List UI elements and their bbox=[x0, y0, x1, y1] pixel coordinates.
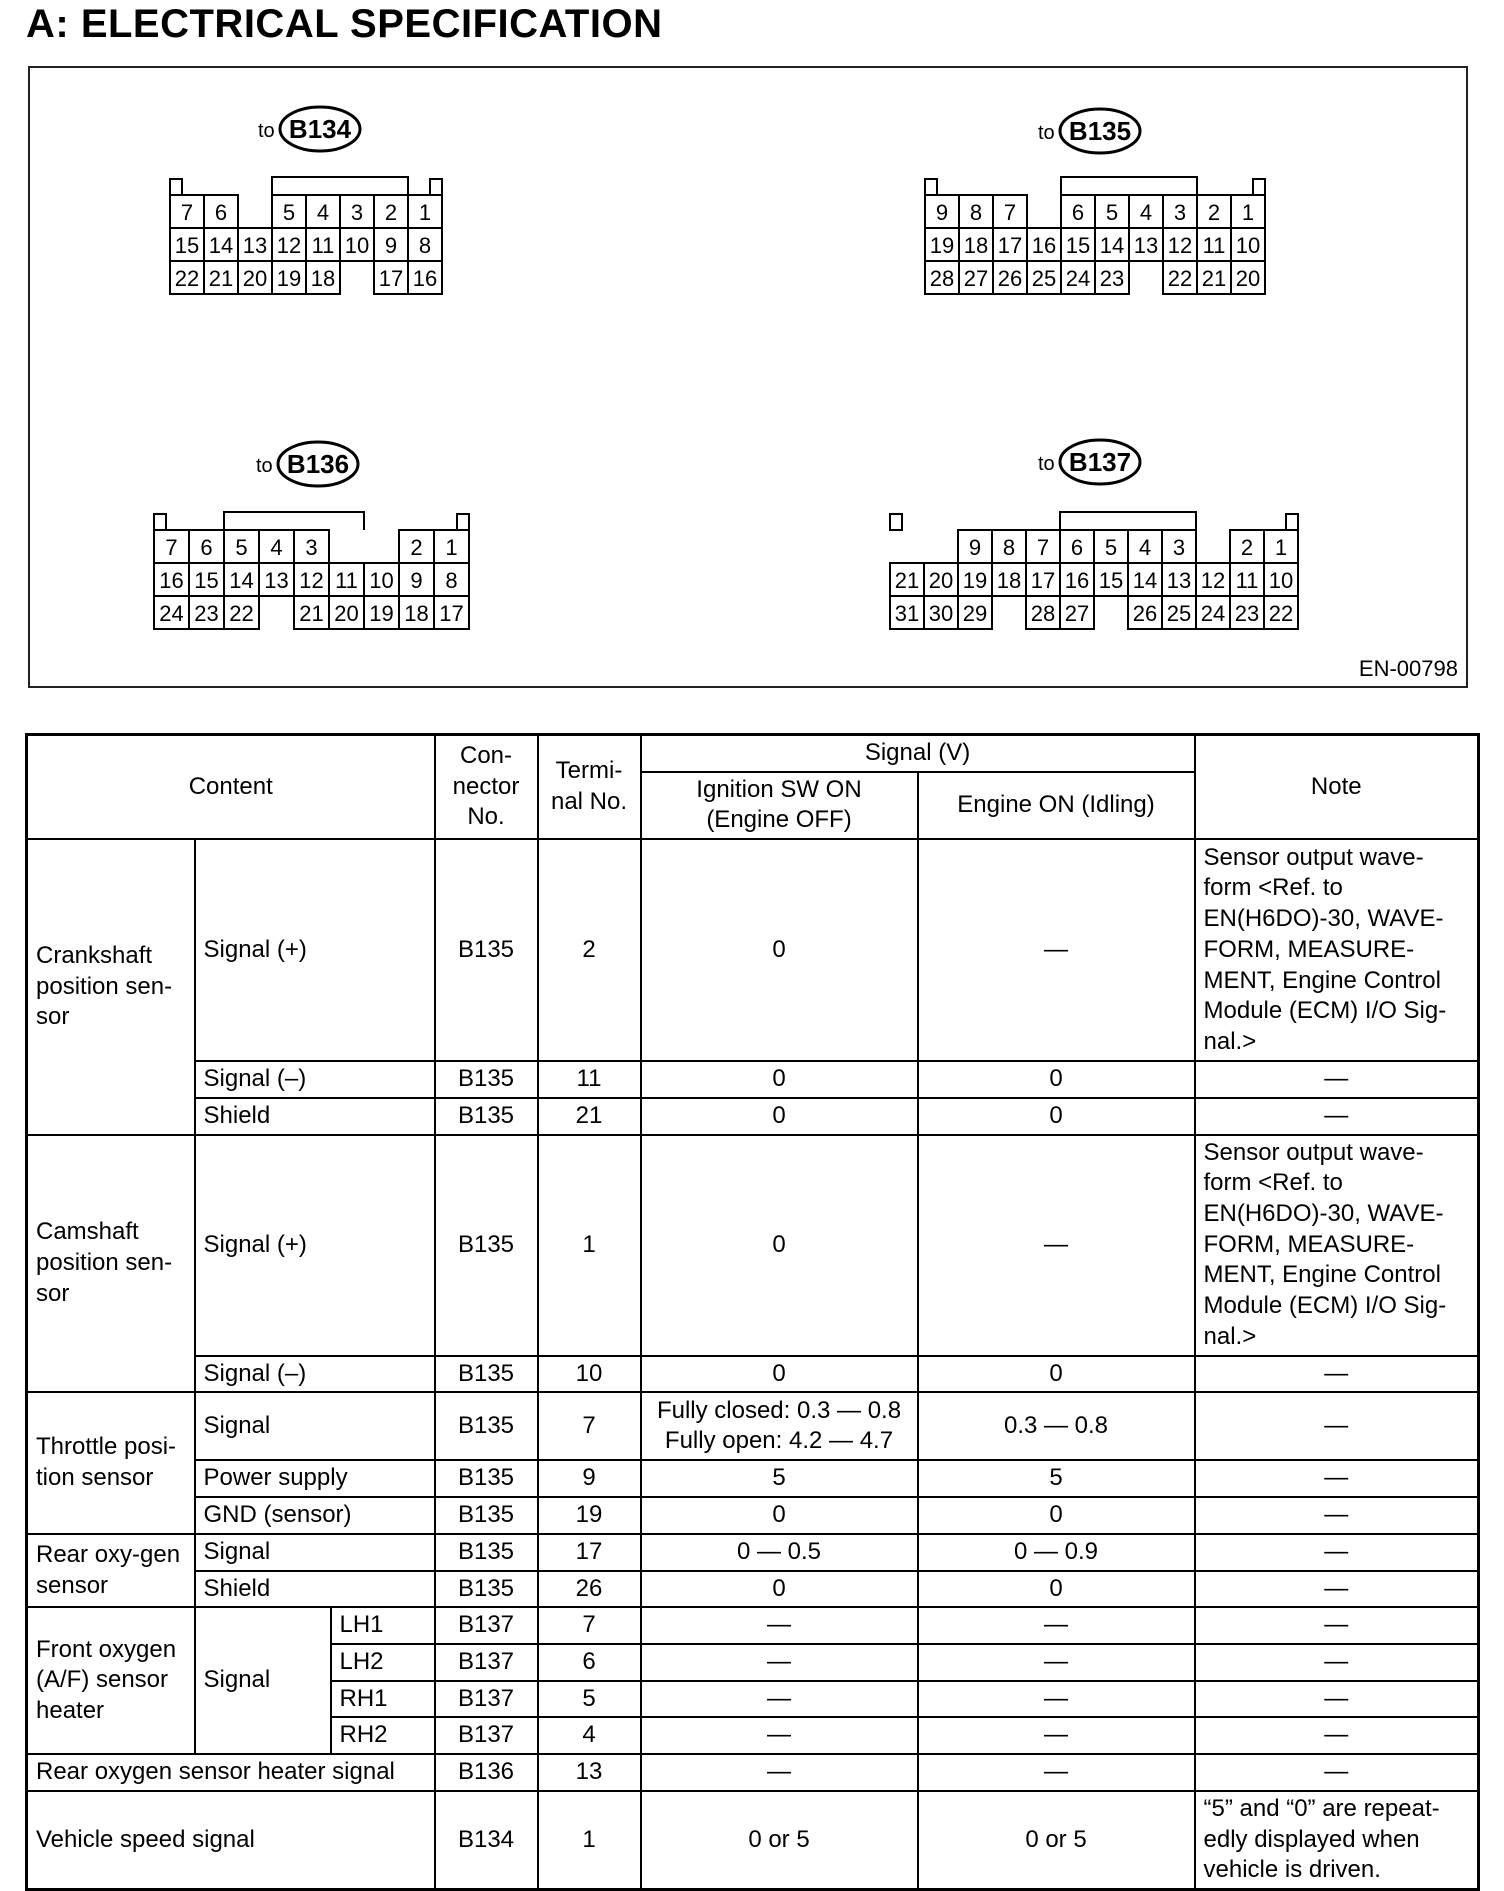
table-row bbox=[27, 1392, 1479, 1460]
pin-number: 18 bbox=[310, 266, 336, 291]
pin-number: 5 bbox=[235, 535, 248, 560]
pin-number: 31 bbox=[894, 601, 920, 626]
connector-to-label: to bbox=[258, 120, 275, 142]
terminal-cell: 7 bbox=[538, 1392, 641, 1460]
terminal-cell: 21 bbox=[538, 1098, 641, 1135]
ignition-cell: 0 bbox=[641, 1497, 918, 1534]
engine-cell: — bbox=[918, 1717, 1195, 1754]
connector-cell: B135 bbox=[435, 1460, 538, 1497]
terminal-cell: 2 bbox=[538, 839, 641, 1061]
pin-number: 8 bbox=[969, 200, 983, 225]
pin-number: 13 bbox=[1133, 233, 1159, 258]
terminal-cell: 6 bbox=[538, 1644, 641, 1681]
note-cell: — bbox=[1195, 1607, 1479, 1644]
group-rear-oxygen: Rear oxy-gen sensor bbox=[27, 1534, 195, 1607]
pin-number: 19 bbox=[929, 233, 955, 258]
terminal-cell: 11 bbox=[538, 1061, 641, 1098]
connector-to-label: to bbox=[1038, 122, 1055, 144]
group-front-oxygen: Front oxygen (A/F) sensor heater bbox=[27, 1607, 195, 1754]
connector-tab bbox=[1286, 514, 1298, 530]
terminal-cell: 19 bbox=[538, 1497, 641, 1534]
note-cell: — bbox=[1195, 1497, 1479, 1534]
connector-cell: B135 bbox=[435, 1571, 538, 1608]
pin-number: 5 bbox=[1104, 535, 1118, 560]
pin-number: 28 bbox=[1030, 601, 1056, 626]
item-cell: RH2 bbox=[331, 1717, 435, 1754]
connector-cell: B135 bbox=[435, 1497, 538, 1534]
engine-cell: 0 bbox=[918, 1571, 1195, 1608]
pin-number: 17 bbox=[378, 266, 404, 291]
front-oxygen-signal: Signal bbox=[195, 1607, 331, 1754]
pin-number: 21 bbox=[894, 568, 920, 593]
pin-number: 8 bbox=[418, 233, 432, 258]
pin-number: 6 bbox=[1070, 535, 1084, 560]
pin-number: 23 bbox=[194, 601, 219, 626]
pin-number: 10 bbox=[369, 568, 394, 593]
engine-cell: 0 — 0.9 bbox=[918, 1534, 1195, 1571]
table-row bbox=[27, 1098, 1479, 1135]
pin-number: 27 bbox=[963, 266, 989, 291]
pin-number: 2 bbox=[1207, 200, 1221, 225]
connector-latch bbox=[1061, 177, 1197, 195]
terminal-cell: 13 bbox=[538, 1754, 641, 1791]
engine-cell: — bbox=[918, 1607, 1195, 1644]
note-cell: Sensor output wave-form <Ref. to EN(H6DO)-30, WAVE-FORM, MEASURE-MENT, Engine Control Module (ECM) I/O Sig-nal.> bbox=[1195, 839, 1479, 1061]
connector-latch bbox=[272, 177, 408, 195]
item-cell: RH1 bbox=[331, 1681, 435, 1718]
connector-id: B135 bbox=[1068, 116, 1132, 146]
note-cell: — bbox=[1195, 1356, 1479, 1393]
group-crankshaft: Crankshaft position sen-sor bbox=[27, 839, 195, 1134]
pin-number: 25 bbox=[1166, 601, 1192, 626]
pin-number: 22 bbox=[1268, 601, 1294, 626]
pin-number: 4 bbox=[1139, 200, 1153, 225]
item-cell: GND (sensor) bbox=[195, 1497, 435, 1534]
group-camshaft: Camshaft position sen-sor bbox=[27, 1135, 195, 1393]
pin-number: 1 bbox=[445, 535, 458, 560]
engine-cell: — bbox=[918, 839, 1195, 1061]
pin-number: 6 bbox=[200, 535, 213, 560]
header-content: Content bbox=[27, 735, 435, 840]
pin-number: 10 bbox=[1268, 568, 1294, 593]
connector-cell: B134 bbox=[435, 1791, 538, 1890]
pin-number: 20 bbox=[928, 568, 954, 593]
terminal-cell: 4 bbox=[538, 1717, 641, 1754]
pin-number: 1 bbox=[1241, 200, 1255, 225]
connector-b137 bbox=[890, 440, 1298, 629]
connector-tab bbox=[170, 179, 182, 195]
pin-number: 2 bbox=[384, 200, 398, 225]
connector-cell: B137 bbox=[435, 1717, 538, 1754]
pin-number: 11 bbox=[1202, 233, 1226, 258]
ignition-cell: 0 bbox=[641, 1098, 918, 1135]
note-cell: Sensor output wave-form <Ref. to EN(H6DO)-30, WAVE-FORM, MEASURE-MENT, Engine Control Module (ECM) I/O Sig-nal.> bbox=[1195, 1135, 1479, 1356]
pin-number: 25 bbox=[1031, 266, 1057, 291]
page-title: A: ELECTRICAL SPECIFICATION bbox=[26, 2, 663, 46]
pin-number: 23 bbox=[1099, 266, 1125, 291]
terminal-cell: 9 bbox=[538, 1460, 641, 1497]
note-cell: — bbox=[1195, 1098, 1479, 1135]
group-throttle: Throttle posi-tion sensor bbox=[27, 1392, 195, 1533]
pin-number: 8 bbox=[1002, 535, 1016, 560]
ignition-cell: — bbox=[641, 1607, 918, 1644]
pin-number: 20 bbox=[1235, 266, 1261, 291]
pin-number: 22 bbox=[229, 601, 254, 626]
pin-number: 14 bbox=[1099, 233, 1125, 258]
terminal-cell: 10 bbox=[538, 1356, 641, 1393]
note-cell: — bbox=[1195, 1392, 1479, 1460]
table-row bbox=[27, 1497, 1479, 1534]
pin-number: 20 bbox=[242, 266, 268, 291]
item-cell: Signal (+) bbox=[195, 1135, 435, 1356]
pin-number: 7 bbox=[165, 535, 178, 560]
note-cell: — bbox=[1195, 1534, 1479, 1571]
pin-number: 15 bbox=[194, 568, 219, 593]
pin-number: 15 bbox=[1065, 233, 1091, 258]
note-cell: — bbox=[1195, 1644, 1479, 1681]
engine-cell: 0 bbox=[918, 1098, 1195, 1135]
ignition-cell: — bbox=[641, 1681, 918, 1718]
note-cell: — bbox=[1195, 1754, 1479, 1791]
pin-number: 4 bbox=[316, 200, 330, 225]
pin-number: 22 bbox=[174, 266, 200, 291]
ignition-cell: — bbox=[641, 1644, 918, 1681]
pin-number: 19 bbox=[962, 568, 988, 593]
pin-number: 22 bbox=[1167, 266, 1193, 291]
pin-number: 23 bbox=[1234, 601, 1260, 626]
pin-number: 26 bbox=[1132, 601, 1158, 626]
connector-cell: B135 bbox=[435, 1356, 538, 1393]
connector-id: B136 bbox=[286, 449, 350, 479]
table-row bbox=[27, 1571, 1479, 1608]
pin-number: 7 bbox=[1036, 535, 1050, 560]
connector-cell: B135 bbox=[435, 1534, 538, 1571]
engine-cell: 0 bbox=[918, 1497, 1195, 1534]
pin-number: 3 bbox=[1173, 200, 1187, 225]
engine-cell: 0 or 5 bbox=[918, 1791, 1195, 1890]
connector-tab bbox=[890, 514, 902, 530]
connector-id: B134 bbox=[288, 114, 352, 144]
pin-number: 6 bbox=[214, 200, 228, 225]
pin-number: 3 bbox=[350, 200, 364, 225]
table-row bbox=[27, 1754, 1479, 1791]
connector-to-label: to bbox=[256, 455, 273, 477]
item-cell: Signal bbox=[195, 1534, 435, 1571]
pin-number: 12 bbox=[276, 233, 302, 258]
connector-cell: B135 bbox=[435, 1135, 538, 1356]
table-row bbox=[27, 839, 1479, 1061]
note-cell: — bbox=[1195, 1717, 1479, 1754]
connector-diagram bbox=[28, 66, 1468, 688]
connector-b135 bbox=[925, 109, 1265, 294]
connector-tab bbox=[1253, 179, 1265, 195]
connector-tab bbox=[430, 179, 442, 195]
pin-number: 9 bbox=[384, 233, 398, 258]
pin-number: 21 bbox=[208, 266, 234, 291]
connector-latch bbox=[1060, 512, 1196, 530]
connector-latch bbox=[224, 512, 364, 530]
item-cell: Signal bbox=[195, 1392, 435, 1460]
pin-number: 12 bbox=[1167, 233, 1193, 258]
ignition-cell: Fully closed: 0.3 — 0.8 Fully open: 4.2 — 4.7 bbox=[641, 1392, 918, 1460]
pin-number: 16 bbox=[412, 266, 438, 291]
terminal-cell: 17 bbox=[538, 1534, 641, 1571]
pin-number: 15 bbox=[174, 233, 200, 258]
connector-cell: B135 bbox=[435, 1392, 538, 1460]
item-cell: Shield bbox=[195, 1098, 435, 1135]
pin-number: 10 bbox=[1235, 233, 1261, 258]
pin-number: 20 bbox=[334, 601, 359, 626]
pin-number: 18 bbox=[404, 601, 429, 626]
pin-number: 15 bbox=[1098, 568, 1124, 593]
table-row bbox=[27, 1061, 1479, 1098]
pin-number: 24 bbox=[1065, 266, 1091, 291]
pin-number: 13 bbox=[1166, 568, 1192, 593]
table-row bbox=[27, 1460, 1479, 1497]
terminal-cell: 7 bbox=[538, 1607, 641, 1644]
note-cell: — bbox=[1195, 1571, 1479, 1608]
ignition-cell: 0 or 5 bbox=[641, 1791, 918, 1890]
terminal-cell: 5 bbox=[538, 1681, 641, 1718]
connector-id: B137 bbox=[1068, 447, 1132, 477]
group-rear-heater: Rear oxygen sensor heater signal bbox=[27, 1754, 435, 1791]
pin-number: 2 bbox=[1240, 535, 1254, 560]
note-cell: — bbox=[1195, 1061, 1479, 1098]
note-cell: — bbox=[1195, 1681, 1479, 1718]
table-row bbox=[27, 1607, 1479, 1644]
pin-number: 19 bbox=[369, 601, 394, 626]
pin-number: 21 bbox=[299, 601, 324, 626]
pin-number: 5 bbox=[282, 200, 296, 225]
engine-cell: — bbox=[918, 1754, 1195, 1791]
pin-number: 12 bbox=[299, 568, 324, 593]
header-terminal-no: Termi- nal No. bbox=[538, 735, 641, 840]
connector-cell: B135 bbox=[435, 1061, 538, 1098]
connector-tab bbox=[154, 514, 166, 530]
pin-number: 24 bbox=[1200, 601, 1226, 626]
pin-number: 4 bbox=[1138, 535, 1152, 560]
ignition-cell: 0 bbox=[641, 839, 918, 1061]
pin-number: 13 bbox=[264, 568, 289, 593]
table-row bbox=[27, 1534, 1479, 1571]
pin-number: 4 bbox=[270, 535, 283, 560]
pin-number: 18 bbox=[996, 568, 1022, 593]
pin-number: 1 bbox=[1274, 535, 1288, 560]
engine-cell: — bbox=[918, 1135, 1195, 1356]
ignition-cell: 0 bbox=[641, 1135, 918, 1356]
item-cell: Signal (+) bbox=[195, 839, 435, 1061]
pin-number: 10 bbox=[344, 233, 370, 258]
pin-number: 24 bbox=[159, 601, 184, 626]
pin-number: 19 bbox=[276, 266, 302, 291]
connector-cell: B137 bbox=[435, 1681, 538, 1718]
note-cell: “5” and “0” are repeat-edly displayed when vehicle is driven. bbox=[1195, 1791, 1479, 1890]
terminal-cell: 26 bbox=[538, 1571, 641, 1608]
pin-number: 9 bbox=[935, 200, 949, 225]
pin-number: 2 bbox=[410, 535, 423, 560]
pin-number: 27 bbox=[1064, 601, 1090, 626]
connector-cell: B135 bbox=[435, 1098, 538, 1135]
ignition-cell: 0 bbox=[641, 1571, 918, 1608]
pin-number: 14 bbox=[229, 568, 254, 593]
pin-number: 14 bbox=[1132, 568, 1158, 593]
connector-diagram-svg bbox=[30, 68, 1466, 686]
pin-number: 11 bbox=[335, 568, 358, 593]
pin-number: 29 bbox=[962, 601, 988, 626]
pin-number: 6 bbox=[1071, 200, 1085, 225]
ignition-cell: 5 bbox=[641, 1460, 918, 1497]
engine-cell: 0 bbox=[918, 1356, 1195, 1393]
item-cell: Power supply bbox=[195, 1460, 435, 1497]
pin-number: 16 bbox=[1064, 568, 1090, 593]
header-connector-no: Con- nector No. bbox=[435, 735, 538, 840]
pin-number: 30 bbox=[928, 601, 954, 626]
pin-number: 26 bbox=[997, 266, 1023, 291]
figure-id: EN-00798 bbox=[1358, 656, 1458, 681]
table-row bbox=[27, 1791, 1479, 1890]
pin-number: 17 bbox=[439, 601, 464, 626]
ignition-cell: 0 bbox=[641, 1356, 918, 1393]
ignition-cell: — bbox=[641, 1754, 918, 1791]
pin-number: 11 bbox=[311, 233, 335, 258]
header-ignition-on: Ignition SW ON (Engine OFF) bbox=[641, 772, 918, 839]
note-cell: — bbox=[1195, 1460, 1479, 1497]
connector-cell: B135 bbox=[435, 839, 538, 1061]
connector-tab bbox=[457, 514, 469, 530]
pin-number: 21 bbox=[1201, 266, 1227, 291]
pin-number: 9 bbox=[410, 568, 423, 593]
engine-cell: — bbox=[918, 1644, 1195, 1681]
item-cell: LH1 bbox=[331, 1607, 435, 1644]
pin-number: 11 bbox=[1235, 568, 1259, 593]
engine-cell: — bbox=[918, 1681, 1195, 1718]
pin-number: 16 bbox=[159, 568, 184, 593]
table-row bbox=[27, 1356, 1479, 1393]
pin-number: 17 bbox=[1030, 568, 1056, 593]
connector-cell: B136 bbox=[435, 1754, 538, 1791]
header-engine-on: Engine ON (Idling) bbox=[918, 772, 1195, 839]
pin-number: 14 bbox=[208, 233, 234, 258]
item-cell: LH2 bbox=[331, 1644, 435, 1681]
item-cell: Shield bbox=[195, 1571, 435, 1608]
connector-b134 bbox=[170, 107, 442, 294]
pin-number: 9 bbox=[968, 535, 982, 560]
pin-number: 5 bbox=[1105, 200, 1119, 225]
item-cell: Signal (–) bbox=[195, 1061, 435, 1098]
engine-cell: 5 bbox=[918, 1460, 1195, 1497]
pin-number: 8 bbox=[445, 568, 458, 593]
pin-number: 28 bbox=[929, 266, 955, 291]
pin-number: 18 bbox=[963, 233, 989, 258]
pin-number: 3 bbox=[305, 535, 318, 560]
table-row bbox=[27, 1135, 1479, 1356]
pin-number: 7 bbox=[1003, 200, 1017, 225]
group-vehicle-speed: Vehicle speed signal bbox=[27, 1791, 435, 1890]
item-cell: Signal (–) bbox=[195, 1356, 435, 1393]
pin-number: 16 bbox=[1031, 233, 1057, 258]
connector-b136 bbox=[154, 442, 469, 629]
ignition-cell: 0 — 0.5 bbox=[641, 1534, 918, 1571]
pin-number: 17 bbox=[997, 233, 1023, 258]
electrical-spec-table bbox=[25, 733, 1480, 1891]
pin-number: 12 bbox=[1200, 568, 1226, 593]
terminal-cell: 1 bbox=[538, 1791, 641, 1890]
connector-to-label: to bbox=[1038, 453, 1055, 475]
header-signal-v: Signal (V) bbox=[641, 735, 1195, 772]
pin-number: 3 bbox=[1172, 535, 1186, 560]
pin-number: 1 bbox=[418, 200, 432, 225]
engine-cell: 0 bbox=[918, 1061, 1195, 1098]
connector-tab bbox=[925, 179, 937, 195]
ignition-cell: 0 bbox=[641, 1061, 918, 1098]
terminal-cell: 1 bbox=[538, 1135, 641, 1356]
pin-number: 7 bbox=[180, 200, 194, 225]
connector-cell: B137 bbox=[435, 1644, 538, 1681]
pin-number: 13 bbox=[242, 233, 268, 258]
connector-cell: B137 bbox=[435, 1607, 538, 1644]
engine-cell: 0.3 — 0.8 bbox=[918, 1392, 1195, 1460]
ignition-cell: — bbox=[641, 1717, 918, 1754]
header-note: Note bbox=[1195, 735, 1479, 840]
